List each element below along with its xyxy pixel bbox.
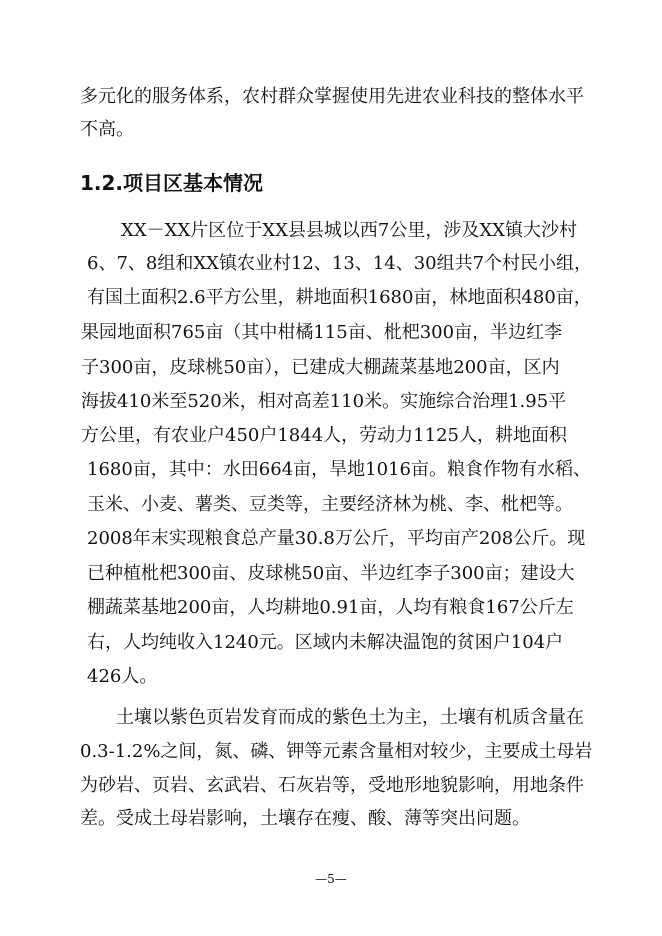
paragraph-1-line-5: 子300亩，皮球桃50亩），已建成大棚蔬菜基地200亩，区内 [81,357,560,378]
paragraph-1-line-1: XX－XX片区位于XX县县城以西7公里，涉及XX镇大沙村 [121,220,577,241]
paragraph-1-line-12: 棚蔬菜基地200亩，人均耕地0.91亩，人均有粮食167公斤左 [87,597,574,618]
paragraph-1-line-6: 海拔410米至520米，相对高差110米。实施综合治理1.95平 [81,391,567,412]
paragraph-1-line-7: 方公里，有农业户450户1844人，劳动力1125人，耕地面积 [81,425,567,446]
paragraph-2-line-1: 土壤以紫色页岩发育而成的紫色土为主，土壤有机质含量在 [116,707,584,728]
paragraph-2-line-2: 0.3-1.2%之间，氮、磷、钾等元素含量相对较少，主要成土母岩 [80,741,593,762]
paragraph-1-line-14: 426人。 [87,666,158,687]
section-heading: 1.2.项目区基本情况 [80,171,264,195]
paragraph-2-line-4: 差。受成土母岩影响，土壤存在瘦、酸、薄等突出问题。 [80,808,530,829]
paragraph-1-line-8: 1680亩，其中：水田664亩，旱地1016亩。粮食作物有水稻、 [87,459,591,480]
paragraph-1-line-13: 右，人均纯收入1240元。区域内未解决温饱的贫困户104户 [87,632,564,653]
paragraph-1-line-9: 玉米、小麦、薯类、豆类等，主要经济林为桃、李、枇杷等。 [87,494,573,515]
paragraph-2-line-3: 为砂岩、页岩、玄武岩、石灰岩等，受地形地貌影响，用地条件 [80,775,584,796]
paragraph-1-line-2: 6、7、8组和XX镇农业村12、13、14、30组共7个村民小组， [87,253,593,274]
paragraph-1-line-10: 2008年末实现粮食总产量30.8万公斤，平均亩产208公斤。现 [87,528,586,549]
page-number: —5— [315,872,347,886]
paragraph-1-line-4: 果园地面积765亩（其中柑橘115亩、枇杷300亩，半边红李 [81,322,563,343]
intro-line-1: 多元化的服务体系，农村群众掌握使用先进农业科技的整体水平 [80,86,584,107]
intro-line-2: 不高。 [80,119,134,140]
paragraph-1-line-11: 已种植枇杷300亩、皮球桃50亩、半边红李子300亩；建设大 [87,563,575,584]
paragraph-1-line-3: 有国土面积2.6平方公里，耕地面积1680亩，林地面积480亩， [87,287,592,308]
